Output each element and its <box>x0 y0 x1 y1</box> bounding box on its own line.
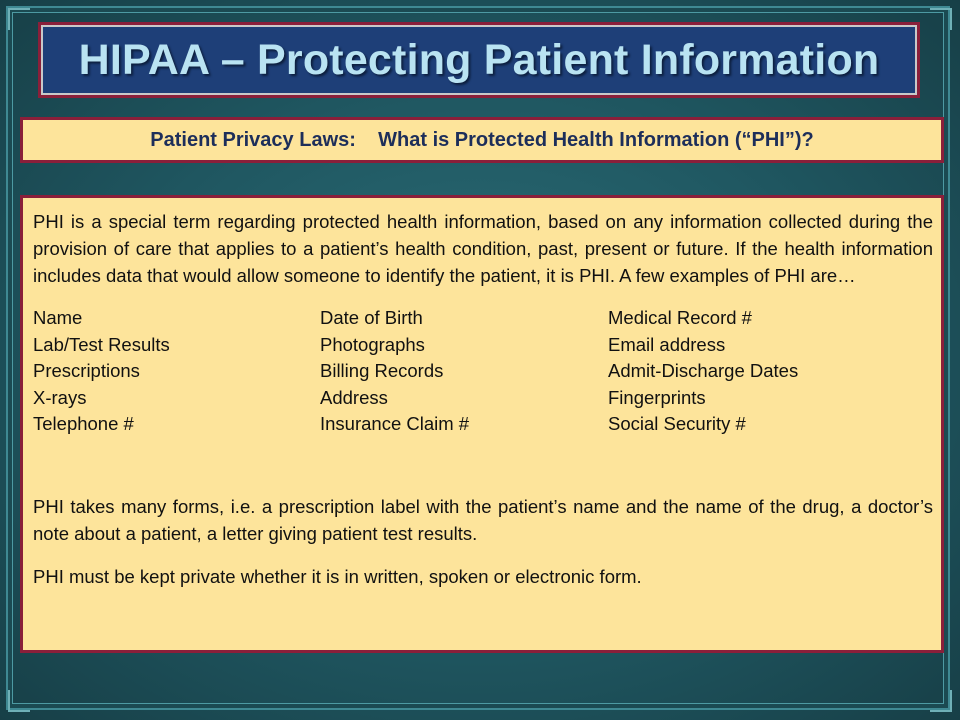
slide-title: HIPAA – Protecting Patient Information <box>78 35 880 84</box>
private-paragraph: PHI must be kept private whether it is in written, spoken or electronic form. <box>33 565 642 587</box>
table-cell: Fingerprints <box>608 386 706 408</box>
table-cell: Billing Records <box>320 360 444 381</box>
phi-examples-table <box>33 305 933 438</box>
corner-ornament <box>930 690 952 712</box>
subtitle-banner <box>20 117 944 163</box>
table-cell: Prescriptions <box>33 360 140 381</box>
table-cell: Admit-Discharge Dates <box>608 360 799 381</box>
table-cell: Name <box>33 307 83 328</box>
table-row <box>33 332 933 359</box>
table-cell: X-rays <box>33 386 87 408</box>
corner-ornament <box>930 8 952 30</box>
table-cell: Insurance Claim # <box>320 413 470 434</box>
corner-ornament <box>8 8 30 30</box>
table-row <box>33 385 933 412</box>
table-cell: Telephone # <box>33 413 134 434</box>
table-row <box>33 411 933 438</box>
slide-subtitle: Patient Privacy Laws: What is Protected Health Information (“PHI”)? <box>150 128 814 151</box>
content-panel <box>20 195 944 653</box>
table-cell: Social Security # <box>608 413 746 434</box>
intro-paragraph: PHI is a special term regarding protected health information, based on any information collected during the provision of care that applies to a patient’s health condition, past, present or future. If the health information includes data that would allow someone to identify the patient, it is PHI. A few examples of PHI are… <box>33 211 933 286</box>
table-cell: Medical Record # <box>608 307 752 328</box>
table-row <box>33 305 933 332</box>
forms-paragraph: PHI takes many forms, i.e. a prescription label with the patient’s name and the name of the drug, a doctor’s note about a patient, a letter giving patient test results. <box>33 495 933 544</box>
title-banner <box>38 22 920 98</box>
table-cell: Address <box>320 386 388 408</box>
table-cell: Email address <box>608 333 726 355</box>
corner-ornament <box>8 690 30 712</box>
table-cell: Lab/Test Results <box>33 333 170 355</box>
table-row <box>33 358 933 385</box>
table-cell: Photographs <box>320 333 425 355</box>
table-cell: Date of Birth <box>320 307 423 328</box>
